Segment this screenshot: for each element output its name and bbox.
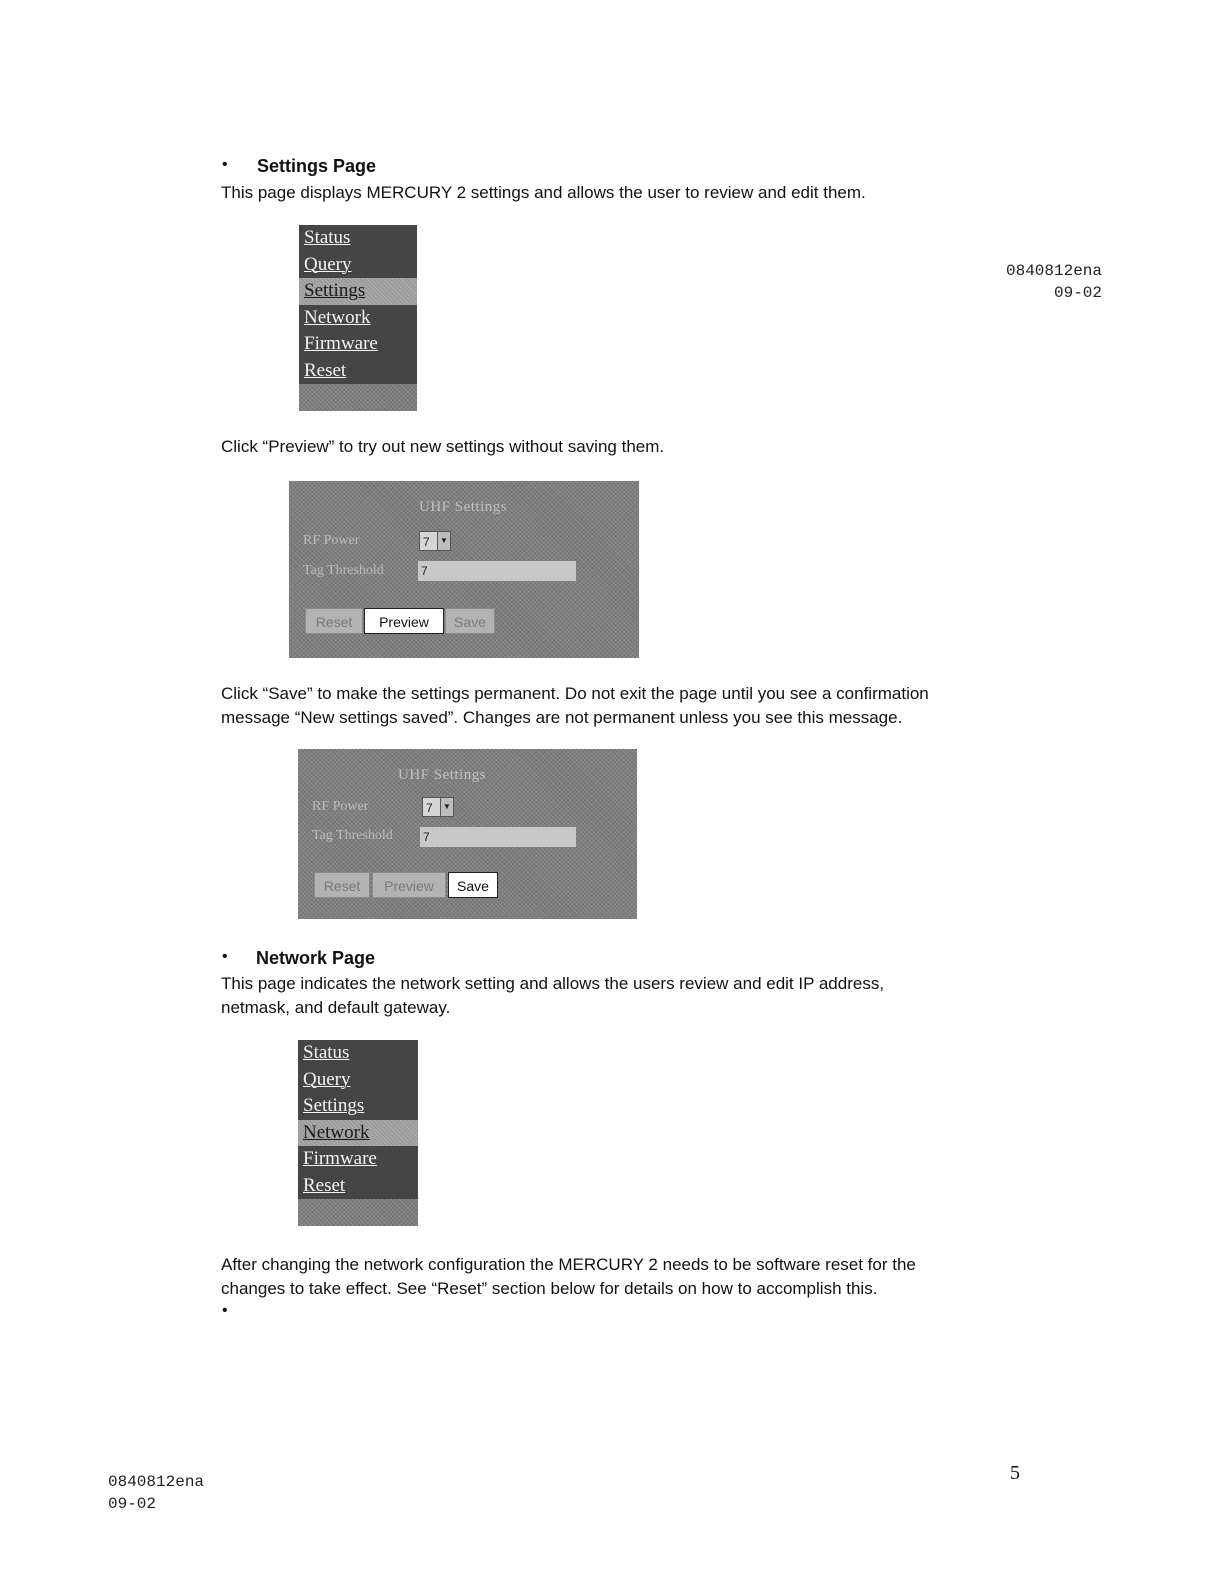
menu-item-status[interactable]: Status — [299, 225, 417, 252]
form-title: UHF Settings — [398, 767, 487, 783]
chevron-down-icon: ▼ — [437, 532, 450, 550]
form-title: UHF Settings — [419, 499, 508, 515]
rf-power-select[interactable] — [422, 797, 454, 817]
settings-heading: Settings Page — [257, 156, 377, 176]
header-code-line1: 0840812ena — [1005, 262, 1102, 280]
reset-button[interactable]: Reset — [314, 872, 370, 898]
menu-item-network[interactable]: Network — [299, 305, 417, 332]
chevron-down-icon: ▼ — [440, 798, 453, 816]
settings-intro: This page displays MERCURY 2 settings and allows the user to review and edit them. — [221, 183, 866, 202]
rf-power-label: RF Power — [312, 799, 369, 814]
menu-item-firmware[interactable]: Firmware — [298, 1146, 418, 1173]
header-code-line2: 09-02 — [1053, 284, 1102, 302]
rf-power-value: 7 — [423, 535, 430, 549]
rf-power-label: RF Power — [303, 533, 360, 548]
save-button[interactable]: Save — [445, 608, 495, 634]
menu-item-reset[interactable]: Reset — [299, 358, 417, 385]
reset-button[interactable]: Reset — [305, 608, 363, 634]
preview-button[interactable]: Preview — [372, 872, 446, 898]
menu-item-firmware[interactable]: Firmware — [299, 331, 417, 358]
menu-screenshot-settings — [299, 225, 417, 411]
network-intro: This page indicates the network setting and allows the users review and edit IP address, netmask, and default gateway. — [221, 974, 885, 1017]
save-button[interactable]: Save — [448, 872, 498, 898]
menu-item-settings[interactable]: Settings — [298, 1093, 418, 1120]
menu-item-query[interactable]: Query — [298, 1067, 418, 1094]
footer-code-line2: 09-02 — [108, 1495, 157, 1513]
preview-button[interactable]: Preview — [364, 608, 444, 634]
network-bullet: • — [222, 948, 228, 965]
rf-power-select[interactable] — [419, 531, 451, 551]
menu-item-settings[interactable]: Settings — [299, 278, 417, 305]
trailing-bullet: • — [222, 1302, 228, 1319]
settings-bullet: • — [222, 156, 228, 173]
settings-form-save-screenshot — [298, 749, 637, 919]
menu-screenshot-network — [298, 1040, 418, 1226]
save-instruction: Click “Save” to make the settings permanent. Do not exit the page until you see a confirmation message “New settings saved”. Changes are not permanent unless you see this message. — [221, 684, 929, 727]
threshold-label: Tag Threshold — [312, 828, 393, 843]
network-heading: Network Page — [256, 948, 376, 968]
threshold-input[interactable]: 7 — [418, 561, 576, 581]
page-number: 5 — [1010, 1462, 1020, 1484]
preview-instruction: Click “Preview” to try out new settings without saving them. — [221, 437, 665, 456]
menu-item-query[interactable]: Query — [299, 252, 417, 279]
threshold-input[interactable]: 7 — [420, 827, 576, 847]
network-after: After changing the network configuration the MERCURY 2 needs to be software reset for the changes to take effect. See “Reset” section below for details on how to accomplish this. — [221, 1255, 916, 1298]
settings-form-preview-screenshot — [289, 481, 639, 658]
menu-item-reset[interactable]: Reset — [298, 1173, 418, 1200]
threshold-label: Tag Threshold — [303, 563, 384, 578]
menu-item-status[interactable]: Status — [298, 1040, 418, 1067]
footer-code-line1: 0840812ena — [108, 1473, 205, 1491]
menu-item-network[interactable]: Network — [298, 1120, 418, 1147]
rf-power-value: 7 — [426, 801, 433, 815]
